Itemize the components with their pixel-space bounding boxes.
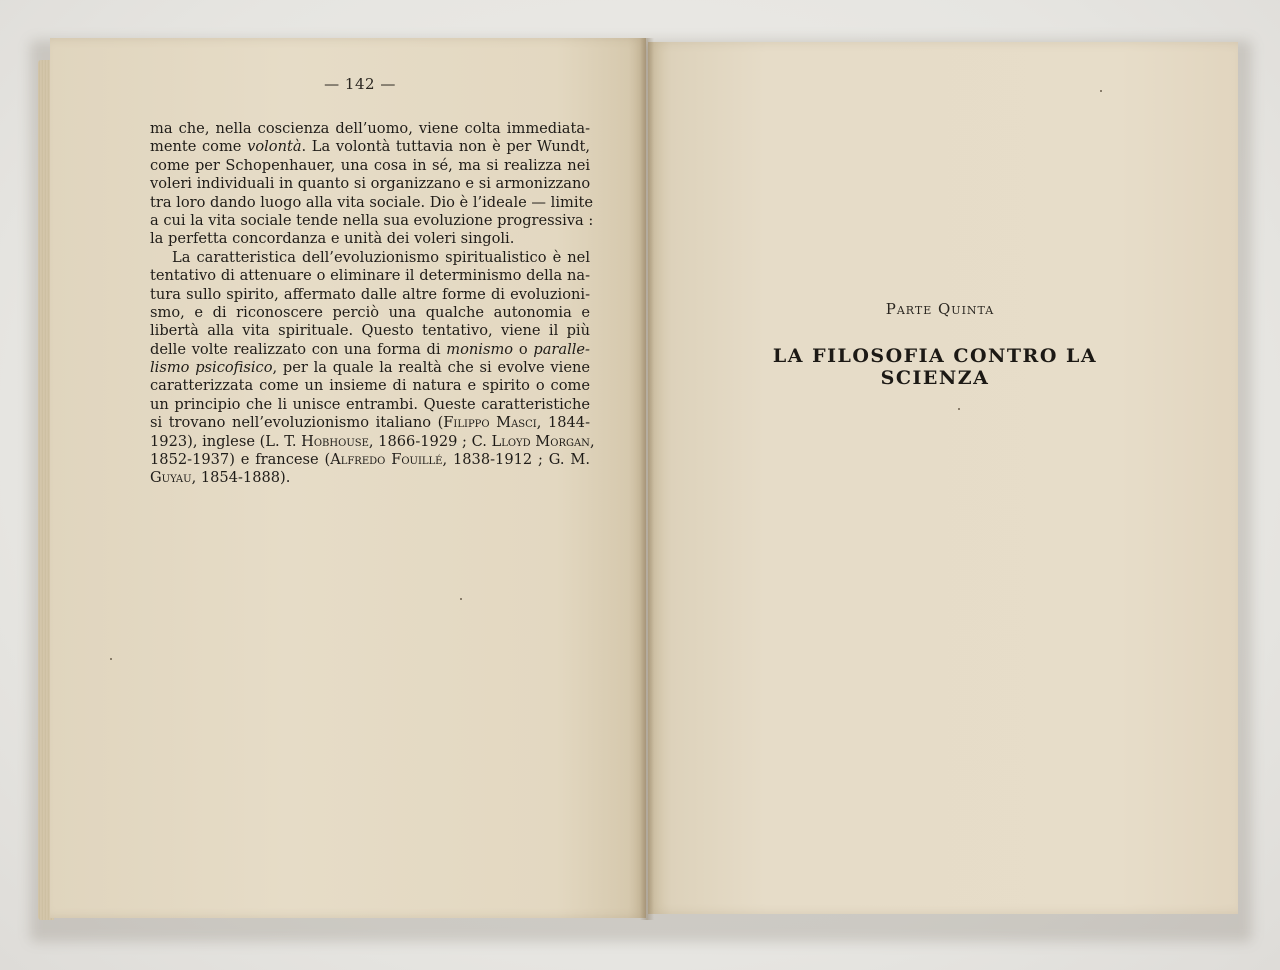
author-name: Lloyd Morgan [491, 432, 590, 450]
body-text [150, 120, 595, 488]
paper-speck [958, 408, 960, 410]
text-line: come per Schopenhauer, una cosa in sé, ma si realizza nei [150, 156, 590, 174]
italic-term: monismo [446, 340, 514, 358]
text-line [150, 469, 590, 487]
author-name: Filippo Masci [443, 414, 537, 432]
italic-term: volontà [247, 138, 302, 156]
text-segment: , 1854-1888). [191, 469, 291, 487]
text-line: tra loro dando luogo alla vita sociale. Dio è l’ideale — limite [150, 193, 593, 211]
paper-speck [460, 598, 462, 600]
text-line: a cui la vita sociale tende nella sua evoluzione progressiva : [150, 211, 594, 229]
text-segment: , per la quale la realtà che si evolve viene [272, 359, 590, 377]
text-line: smo, e di riconoscere perciò una qualche autonomia e [150, 303, 590, 321]
text-segment: o [513, 340, 534, 358]
text-line: libertà alla vita spirituale. Questo tentativo, viene il più [150, 322, 590, 340]
text-line [150, 359, 590, 377]
italic-term: lismo psicofisico [150, 359, 273, 377]
text-line: tura sullo spirito, affermato dalle altre forme di evoluzioni- [150, 285, 590, 303]
text-line: caratterizzata come un insieme di natura e spirito o come [150, 377, 590, 395]
text-line [150, 341, 590, 359]
paper-speck [1100, 90, 1102, 92]
italic-term: paralle- [533, 340, 590, 358]
text-line: tentativo di attenuare o eliminare il determinismo della na- [150, 267, 590, 285]
text-segment: , 1844- [536, 414, 591, 432]
text-line: ma che, nella coscienza dell’uomo, viene colta immediata- [150, 120, 590, 137]
text-line: un principio che li unisce entrambi. Queste caratteristiche [150, 395, 590, 413]
text-line [150, 451, 590, 469]
author-name: Hobhouse [301, 432, 369, 450]
right-page [648, 42, 1238, 914]
author-name: Alfredo Fouillé [330, 451, 443, 469]
part-title: LA FILOSOFIA CONTRO LA SCIENZA [772, 345, 1098, 389]
text-line: La caratteristica dell’evoluzionismo spiritualistico è nel [172, 248, 590, 266]
text-segment: , [589, 432, 595, 450]
text-segment: 1852-1937) e francese ( [150, 451, 331, 469]
text-line [150, 414, 590, 432]
text-line [150, 138, 590, 156]
text-segment: delle volte realizzato con una forma di [150, 340, 447, 358]
text-segment: , 1866-1929 ; C. [368, 432, 492, 450]
text-segment: . La volontà tuttavia non è per Wundt, [301, 138, 590, 156]
text-line: voleri individuali in quanto si organizzano e si armonizzano [150, 175, 591, 193]
text-segment: si trovano nell’evoluzionismo italiano ( [150, 414, 444, 432]
author-name: Guyau [150, 469, 192, 487]
book-gutter [640, 38, 654, 920]
text-line: la perfetta concordanza e unità dei voleri singoli. [150, 230, 515, 248]
text-segment: 1923), inglese (L. T. [150, 432, 302, 450]
paper-speck [110, 658, 112, 660]
text-line [150, 432, 595, 451]
text-segment: , 1838-1912 ; G. M. [442, 451, 590, 469]
part-label: Parte Quinta [885, 300, 995, 318]
text-segment: mente come [150, 138, 248, 156]
page-number: — 142 — [324, 75, 396, 93]
